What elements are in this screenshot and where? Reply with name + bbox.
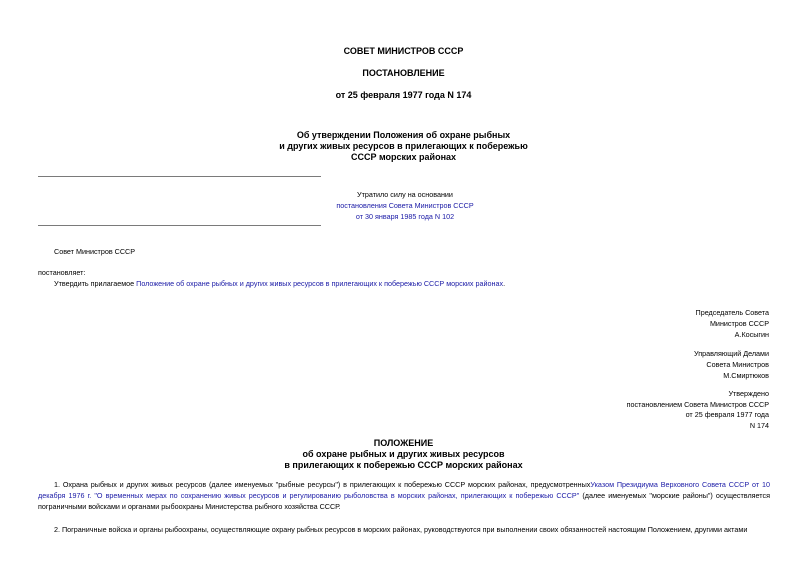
- regulation-link[interactable]: Положение об охране рыбных и других живых ресурсов в прилегающих к побережью СССР морских районах: [136, 279, 504, 288]
- signature-line: М.Смиртюков: [723, 371, 769, 380]
- title-line: СССР морских районах: [350, 152, 457, 162]
- p1-start: 1. Охрана рыбных и других живых ресурсов (далее именуемых "рыбные ресурсы") в прилегающих к побережью СССР морских районах, предусмотренных: [54, 480, 591, 489]
- regulation-title: [0, 438, 807, 471]
- regulation-title-line: ПОЛОЖЕНИЕ: [373, 438, 434, 448]
- signature-manager: [694, 348, 769, 381]
- repeal-link[interactable]: постановления Совета Министров СССР: [336, 201, 474, 210]
- authority-heading: СОВЕТ МИНИСТРОВ СССР: [343, 46, 464, 56]
- approve-suffix: .: [503, 279, 506, 288]
- document-date: от 25 февраля 1977 года N 174: [335, 90, 472, 100]
- approval-line: от 25 февраля 1977 года: [685, 410, 769, 419]
- approval-note: [627, 389, 769, 431]
- decree-link[interactable]: Указом Президиума Верховного Совета СССР от 10 декабря 1976 г. "О временных мерах по сохранению живых ресурсов и регулированию рыболовства в морских районах, прилегающих к побережью СССР": [38, 480, 770, 500]
- doc-type-heading: ПОСТАНОВЛЕНИЕ: [362, 68, 445, 78]
- title-line: Об утверждении Положения об охране рыбных: [296, 130, 511, 140]
- document-title: [0, 130, 807, 163]
- signature-line: А.Косыгин: [734, 330, 769, 339]
- signature-line: Управляющий Делами: [694, 349, 769, 358]
- regulation-title-line: в прилегающих к побережью СССР морских районах: [284, 460, 523, 470]
- approve-prefix: Утвердить прилагаемое: [54, 279, 137, 288]
- status-text: Утратило силу на основании: [357, 190, 453, 199]
- regulation-title-line: об охране рыбных и других живых ресурсов: [302, 449, 505, 459]
- repeal-link-date[interactable]: от 30 января 1985 года N 102: [355, 212, 455, 221]
- paragraph-2: 2. Пограничные войска и органы рыбоохраны, осуществляющие охрану рыбных ресурсов в морских районах, руководствуются при выполнении своих обязанностей настоящим Положением, другими актами: [54, 525, 748, 534]
- status-note: [250, 189, 560, 222]
- divider-bottom: [38, 225, 321, 226]
- paragraph-1: [38, 479, 770, 512]
- decree-word: постановляет:: [38, 268, 86, 277]
- approve-sentence: [54, 279, 505, 288]
- signature-chairman: [696, 307, 769, 340]
- approval-line: Утверждено: [728, 389, 769, 398]
- signature-line: Министров СССР: [709, 319, 769, 328]
- signature-line: Председатель Совета: [695, 308, 769, 317]
- title-line: и других живых ресурсов в прилегающих к побережью: [279, 141, 528, 151]
- divider-top: [38, 176, 321, 177]
- approval-line: постановлением Совета Министров СССР: [626, 399, 769, 409]
- p1-end: (далее именуемых "морские районы") осуществляется пограничными войсками и органами рыбоохраны Министерства рыбного хозяйства СССР.: [38, 491, 771, 511]
- signature-line: Совета Министров: [706, 360, 769, 369]
- approval-line: N 174: [749, 420, 769, 430]
- issuer-text: Совет Министров СССР: [54, 247, 136, 256]
